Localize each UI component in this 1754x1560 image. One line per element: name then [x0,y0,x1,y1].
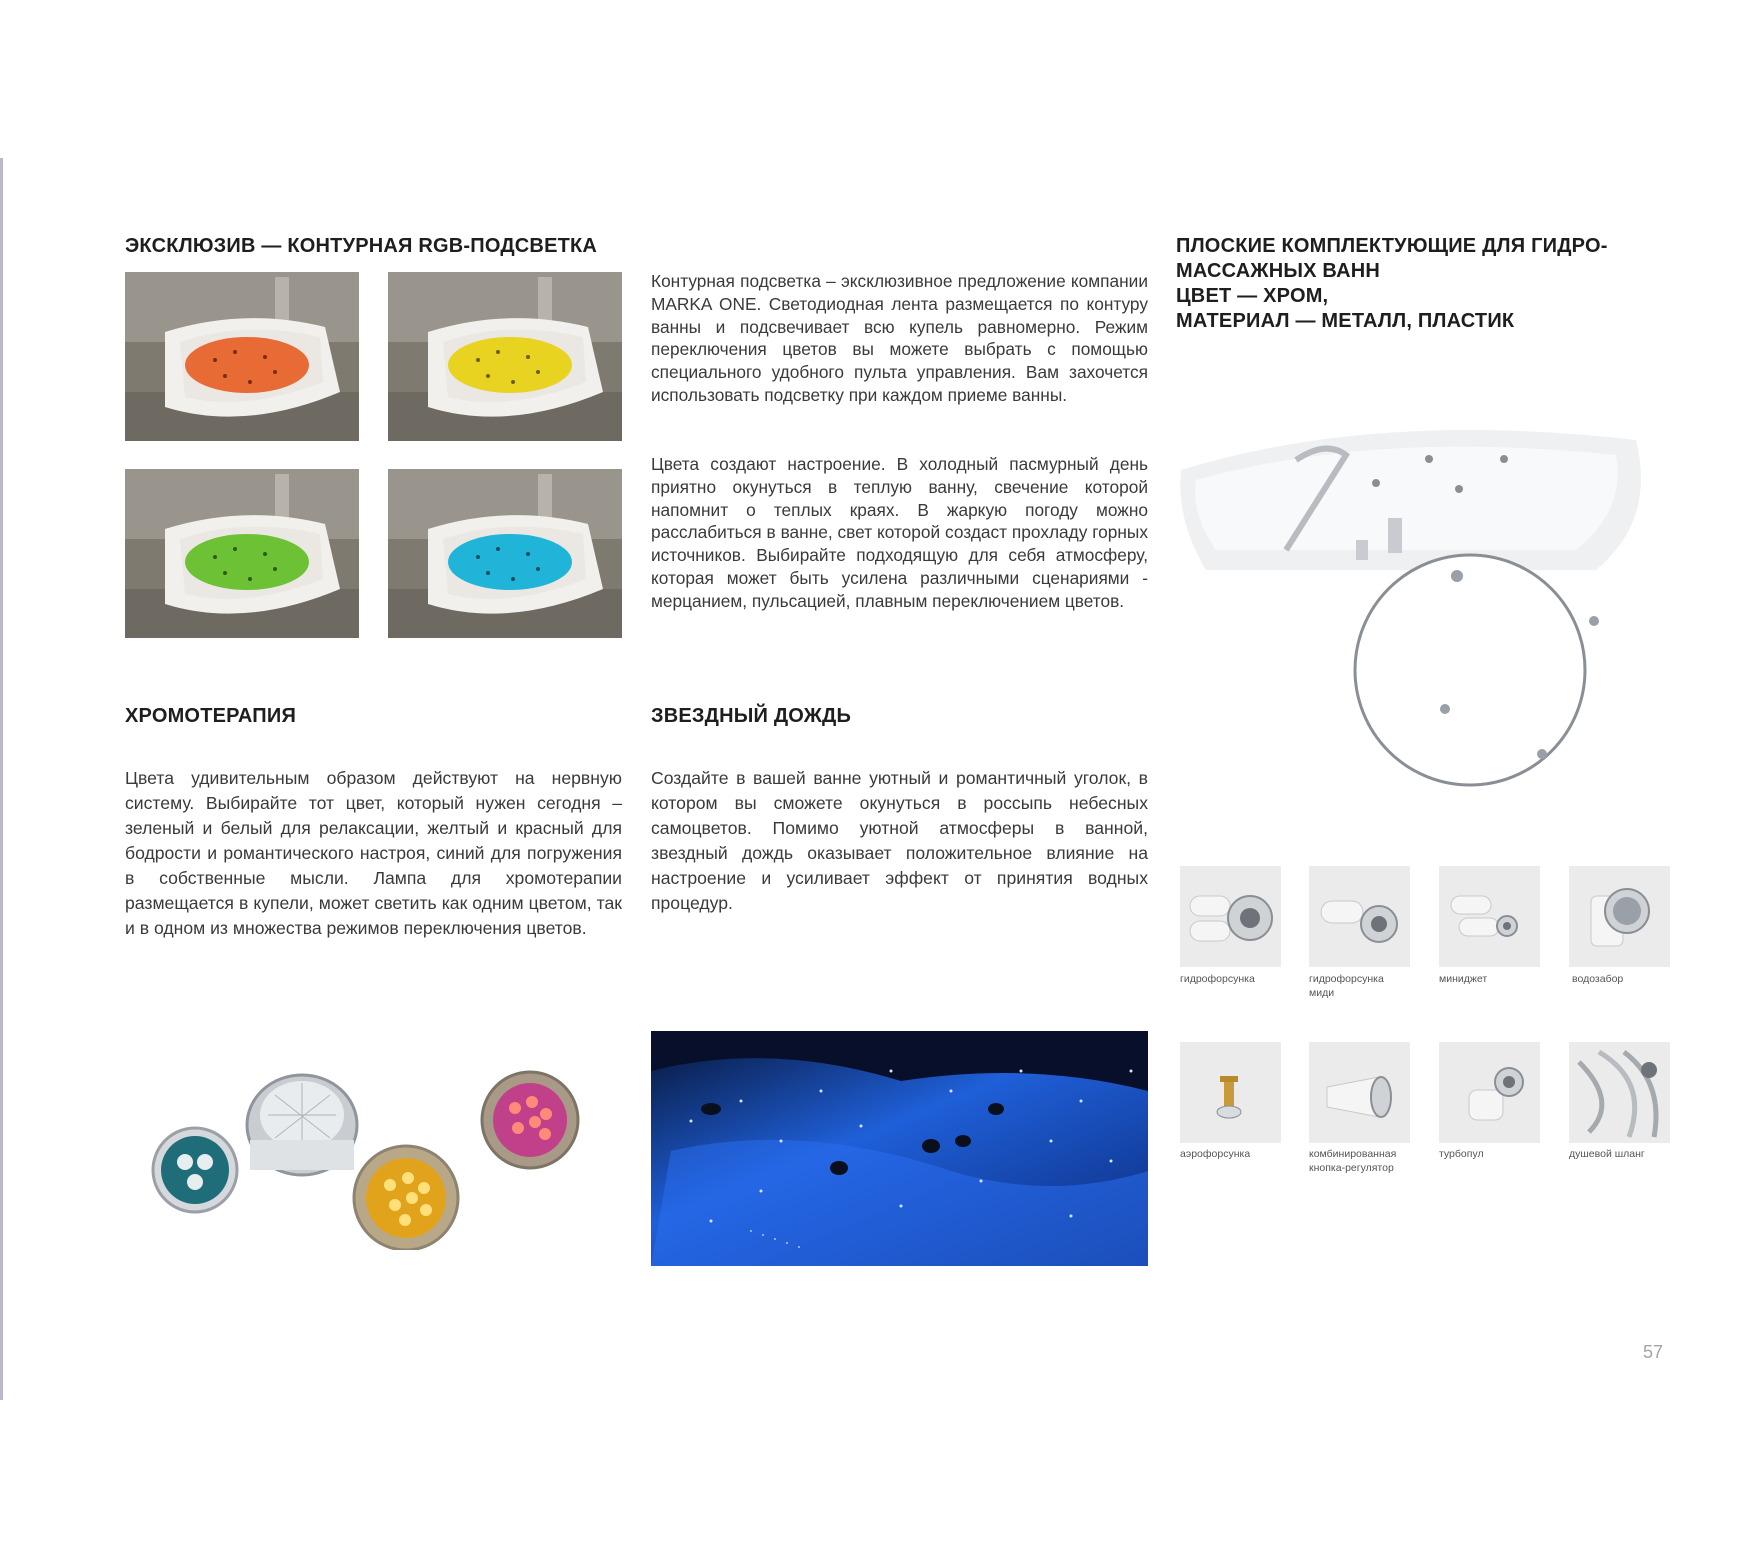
component-label-hydro-nozzle-midi: гидрофорсунка миди [1309,973,1384,999]
combined-button-icon [1309,1042,1410,1143]
component-hydro-nozzle [1180,866,1281,967]
components-heading-line-2: МАССАЖНЫХ ВАНН [1176,260,1381,282]
component-label-shower-hose: душевой шланг [1569,1148,1645,1160]
component-label-water-intake: водозабор [1572,973,1624,985]
component-label-turbopool: турбопул [1439,1148,1484,1160]
hydro-nozzle-icon [1180,866,1281,967]
component-shower-hose [1569,1042,1670,1143]
components-heading [1176,234,1608,334]
component-aero-nozzle [1180,1042,1281,1143]
component-minijet [1439,866,1540,967]
component-label-combined-button: комбинированная кнопка-регулятор [1309,1148,1397,1174]
component-water-intake [1569,866,1670,967]
page-number: 57 [1643,1342,1664,1362]
component-label-hydro-nozzle: гидрофорсунка [1180,973,1255,985]
rgb-photo-green [125,469,359,638]
components-heading-line-1: ПЛОСКИЕ КОМПЛЕКТУЮЩИЕ ДЛЯ ГИДРО- [1176,235,1608,257]
component-hydro-nozzle-midi [1309,866,1410,967]
exclusive-paragraph-2: Цвета создают настроение. В холодный пасмурный день приятно окунуться в теплую ванну, свечение которой напомнит о теплых краях. В жаркую погоду можно расслабиться в ванне, свет которой создаст прохладу горных источников. Выбирайте подходящую для себя атмосферу, которая может быть усилена различными сценариями - мерцанием, пульсацией, плавным переключением цветов. [651,454,1148,611]
star-rain-heading: ЗВЕЗДНЫЙ ДОЖДЬ [651,705,852,727]
component-turbopool [1439,1042,1540,1143]
component-combined-button [1309,1042,1410,1143]
shower-hose-icon [1569,1042,1670,1143]
chromotherapy-text: Цвета удивительным образом действуют на нервную систему. Выбирайте тот цвет, который нужен сегодня – зеленый и белый для релаксации, желтый и красный для бодрости и романтического настроя, синий для погружения в собственные мысли. Лампа для хромотерапии размещается в купели, может светить как одним цветом, так и в одном из множества режимов переключения цветов. [125,768,622,938]
component-label-aero-nozzle: аэрофорсунка [1180,1148,1251,1160]
left-edge-bar [0,158,3,1400]
components-heading-line-4: МАТЕРИАЛ — МЕТАЛЛ, ПЛАСТИК [1176,310,1515,332]
water-intake-icon [1569,866,1670,967]
turbopool-icon [1439,1042,1540,1143]
exclusive-heading: ЭКСКЛЮЗИВ — КОНТУРНАЯ RGB-ПОДСВЕТКА [125,235,598,257]
star-rain-photo [651,1031,1148,1266]
rgb-photo-cyan [388,469,622,638]
hydromassage-bath-image [1176,400,1650,800]
component-label-minijet: миниджет [1439,973,1488,985]
chromotherapy-lamps-image [150,1070,590,1250]
rgb-photo-orange [125,272,359,441]
aero-nozzle-icon [1180,1042,1281,1143]
components-heading-line-3: ЦВЕТ — ХРОМ, [1176,285,1329,307]
hydro-nozzle-midi-icon [1309,866,1410,967]
exclusive-paragraph-1: Контурная подсветка – эксклюзивное предложение компании MARKA ONE. Светодиодная лента размещается по контуру ванны и подсвечивает всю купель равномерно. Режим переключения цветов вы можете выбрать с помощью специального удобного пульта управления. Вам захочется использовать подсветку при каждом приеме ванны. [651,271,1148,405]
rgb-photo-yellow [388,272,622,441]
minijet-icon [1439,866,1540,967]
star-rain-text: Создайте в вашей ванне уютный и романтичный уголок, в котором вы сможете окунуться в россыпь небесных самоцветов. Помимо уютной атмосферы в ванной, звездный дождь оказывает положительное влияние на настроение и усиливает эффект от принятия водных процедур. [651,768,1148,913]
chromotherapy-heading: ХРОМОТЕРАПИЯ [125,705,297,727]
